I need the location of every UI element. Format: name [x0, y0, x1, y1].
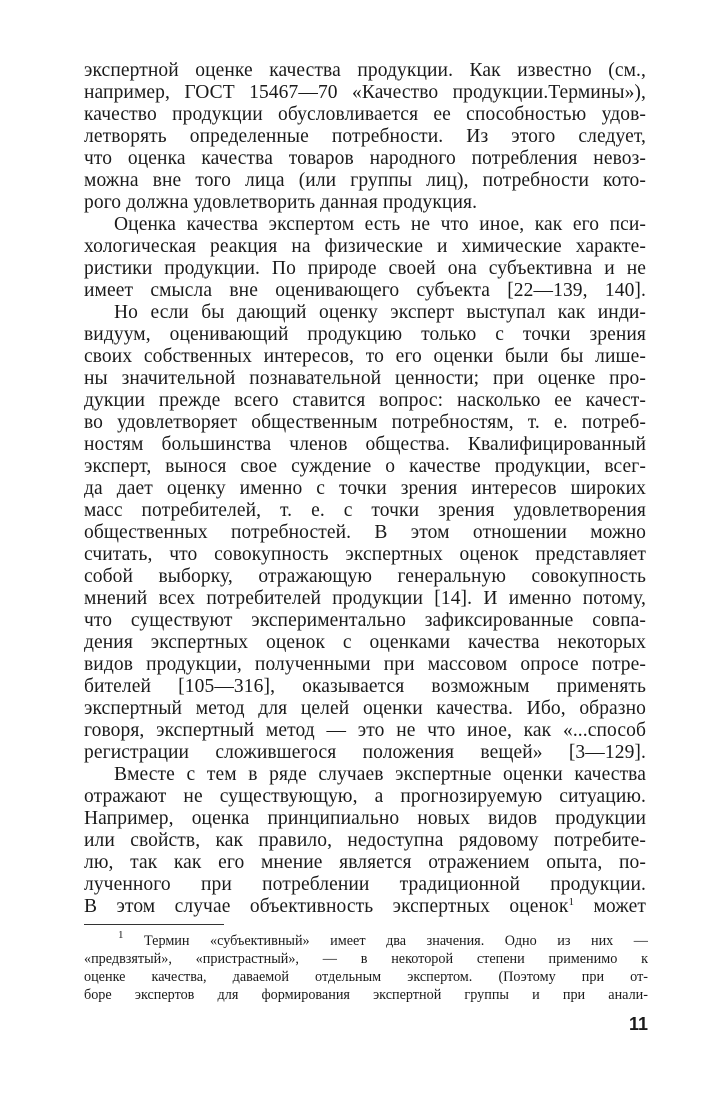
footnote-line: «предвзятый», «пристрастный», — в некоторой степени применимо к — [84, 951, 648, 967]
page-number: 11 — [628, 1014, 648, 1034]
text-line: лученного при потреблении традиционной продукции. — [84, 874, 646, 895]
text-line: рого должна удовлетворить данная продукция. — [84, 192, 478, 213]
footnote-line — [118, 929, 648, 950]
footnote-line: боре экспертов для формирования экспертной группы и при анали- — [84, 987, 648, 1003]
text-line: Например, оценка принципиально новых видов продукции — [84, 808, 646, 829]
text-line: общественных потребностей. В этом отношении можно — [84, 522, 646, 543]
footnote-reference: 1 — [568, 896, 575, 908]
text-line: Вместе с тем в ряде случаев экспертные оценки качества — [114, 764, 646, 785]
text-line: считать, что совокупность экспертных оценок представляет — [84, 544, 646, 565]
text-line: например, ГОСТ 15467—70 «Качество продукции.Термины»), — [84, 82, 646, 103]
text-line: дения экспертных оценок с оценками качества некоторых — [84, 632, 646, 653]
text-line: имеет смысла вне оценивающего субъекта [22—139, 140]. — [84, 280, 646, 301]
text-line: хологическая реакция на физические и химические характе- — [84, 236, 646, 257]
text-line: мнений всех потребителей продукции [14]. И именно потому, — [84, 588, 646, 609]
text-line: эксперт, вынося свое суждение о качестве продукции, всег- — [84, 456, 646, 477]
text-line: ностям большинства членов общества. Квалифицированный — [84, 434, 646, 455]
text-line: говоря, экспертный метод — это не что иное, как «...способ — [84, 720, 646, 741]
text-line: лю, так как его мнение является отражением опыта, по- — [84, 852, 646, 873]
text-line: ны значительной познавательной ценности; при оценке про- — [84, 368, 646, 389]
text-line: своих собственных интересов, то его оценки были бы лише- — [84, 346, 646, 367]
text-line: экспертной оценке качества продукции. Как известно (см., — [84, 60, 646, 81]
text-line: дукции прежде всего ставится вопрос: насколько ее качест- — [84, 390, 646, 411]
text-line: регистрации сложившегося положения вещей» [3—129]. — [84, 742, 646, 763]
footnote-mark: 1 — [118, 929, 124, 941]
text-line-tail: может — [574, 896, 646, 917]
text-line: качество продукции обусловливается ее способностью удов- — [84, 104, 646, 125]
footnote-line: оценке качества, даваемой отдельным экспертом. (Поэтому при от- — [84, 969, 648, 985]
text-line: видуум, оценивающий продукцию только с точки зрения — [84, 324, 646, 345]
footnote-divider — [84, 924, 224, 925]
text-line: собой выборку, отражающую генеральную совокупность — [84, 566, 646, 587]
text-line: что оценка качества товаров народного потребления невоз- — [84, 148, 646, 169]
text-line: во удовлетворяет общественным потребностям, т. е. потреб- — [84, 412, 646, 433]
footnote-text: Термин «субъективный» имеет два значения. Одно из них — — [144, 933, 648, 949]
text-line-last — [84, 896, 646, 918]
text-line: отражают не существующую, а прогнозируемую ситуацию. — [84, 786, 646, 807]
text-line: масс потребителей, т. е. с точки зрения удовлетворения — [84, 500, 646, 521]
text-line: что существуют экспериментально зафиксированные совпа- — [84, 610, 646, 631]
text-line: летворять определенные потребности. Из этого следует, — [84, 126, 646, 147]
text-line: видов продукции, полученными при массовом опросе потре- — [84, 654, 646, 675]
text-line: Оценка качества экспертом есть не что иное, как его пси- — [114, 214, 646, 235]
text-line: ристики продукции. По природе своей она субъективна и не — [84, 258, 646, 279]
text-line: можна вне того лица (или группы лиц), потребности кото- — [84, 170, 646, 191]
text-line: да дает оценку именно с точки зрения интересов широких — [84, 478, 646, 499]
text-line: экспертный метод для целей оценки качества. Ибо, образно — [84, 698, 646, 719]
text-line-main: В этом случае объективность экспертных оценок — [84, 896, 569, 917]
text-line: бителей [105—316], оказывается возможным применять — [84, 676, 646, 697]
text-line: или свойств, как правило, недоступна рядовому потребите- — [84, 830, 646, 851]
text-line: Но если бы дающий оценку эксперт выступал как инди- — [114, 302, 646, 323]
